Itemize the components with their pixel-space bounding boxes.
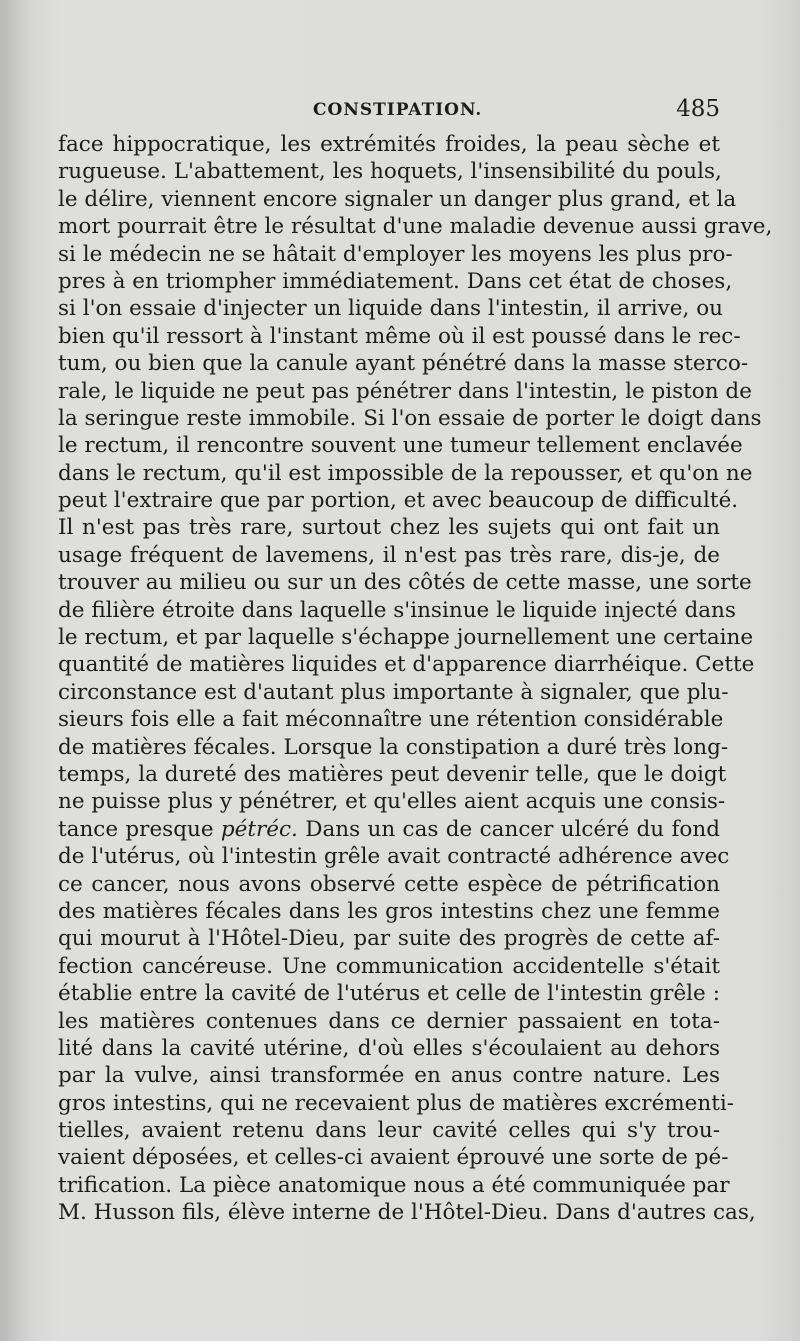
text-line: de matières fécales. Lorsque la constipation a duré très long-	[58, 734, 729, 760]
text-line: rugueuse. L'abattement, les hoquets, l'insensibilité du pouls,	[58, 159, 722, 185]
text-line: quantité de matières liquides et d'apparence diarrhéique. Cette	[58, 652, 755, 678]
text-line: le rectum, et par laquelle s'échappe journellement une certaine	[58, 625, 754, 651]
text-line: Il n'est pas très rare, surtout chez les sujets qui ont fait un	[58, 515, 720, 541]
text-line: dans le rectum, qu'il est impossible de la repousser, et qu'on ne	[58, 460, 753, 486]
text-line: la seringue reste immobile. Si l'on essaie de porter le doigt dans	[58, 405, 762, 431]
text-line: face hippocratique, les extrémités froides, la peau sèche et	[58, 132, 720, 157]
text-segment: tance presque	[58, 816, 214, 842]
text-line: si l'on essaie d'injecter un liquide dans l'intestin, il arrive, ou	[58, 296, 723, 322]
text-line-with-italic	[58, 816, 720, 843]
text-line: de filière étroite dans laquelle s'insinue le liquide injecté dans	[58, 597, 736, 623]
text-line: usage fréquent de lavemens, il n'est pas très rare, dis-je, de	[58, 542, 720, 568]
text-line: qui mourut à l'Hôtel-Dieu, par suite des progrès de cette af-	[58, 926, 720, 952]
text-line: mort pourrait être le résultat d'une maladie devenue aussi grave,	[58, 214, 773, 240]
text-line: temps, la dureté des matières peut devenir telle, que le doigt	[58, 761, 727, 787]
running-title: CONSTIPATION.	[313, 100, 483, 120]
text-line: rale, le liquide ne peut pas pénétrer dans l'intestin, le piston de	[58, 378, 752, 404]
body-text	[58, 131, 773, 1227]
page-number: 485	[676, 96, 720, 122]
text-line: tum, ou bien que la canule ayant pénétré dans la masse sterco-	[58, 351, 749, 377]
text-line: si le médecin ne se hâtait d'employer les moyens les plus pro-	[58, 241, 733, 267]
text-line: établie entre la cavité de l'utérus et celle de l'intestin grêle :	[58, 981, 720, 1007]
text-line: le rectum, il rencontre souvent une tumeur tellement enclavée	[58, 433, 743, 459]
text-line: sieurs fois elle a fait méconnaître une rétention considérable	[58, 707, 724, 733]
text-line: gros intestins, qui ne recevaient plus de matières excrémenti-	[58, 1090, 735, 1116]
text-line: trification. La pièce anatomique nous a été communiquée par	[58, 1172, 730, 1198]
text-line: fection cancéreuse. Une communication accidentelle s'était	[58, 953, 720, 979]
text-line: ne puisse plus y pénétrer, et qu'elles aient acquis une consis-	[58, 789, 726, 815]
text-line: peut l'extraire que par portion, et avec beaucoup de difficulté.	[58, 488, 739, 514]
text-line: lité dans la cavité utérine, d'où elles s'écoulaient au dehors	[58, 1035, 720, 1061]
text-line: le délire, viennent encore signaler un danger plus grand, et la	[58, 186, 737, 212]
text-line: bien qu'il ressort à l'instant même où il est poussé dans le rec-	[58, 323, 741, 349]
text-segment: Dans un cas de cancer ulcéré du fond	[305, 816, 720, 842]
text-line: circonstance est d'autant plus importante à signaler, que plu-	[58, 679, 729, 705]
italic-term: pétréc.	[220, 816, 298, 842]
text-line: des matières fécales dans les gros intestins chez une femme	[58, 898, 720, 924]
text-line: par la vulve, ainsi transformée en anus contre nature. Les	[58, 1063, 720, 1089]
text-line: M. Husson fils, élève interne de l'Hôtel-Dieu. Dans d'autres cas,	[58, 1200, 756, 1226]
text-line: pres à en triompher immédiatement. Dans cet état de choses,	[58, 268, 733, 294]
text-line: trouver au milieu ou sur un des côtés de cette masse, une sorte	[58, 570, 752, 596]
text-line: ce cancer, nous avons observé cette espèce de pétrification	[58, 871, 720, 897]
page-header	[58, 96, 720, 130]
text-line: les matières contenues dans ce dernier passaient en tota-	[58, 1008, 720, 1034]
text-line: de l'utérus, où l'intestin grêle avait contracté adhérence avec	[58, 844, 730, 870]
text-line: tielles, avaient retenu dans leur cavité celles qui s'y trou-	[58, 1118, 720, 1144]
text-line: vaient déposées, et celles-ci avaient éprouvé une sorte de pé-	[58, 1145, 729, 1171]
